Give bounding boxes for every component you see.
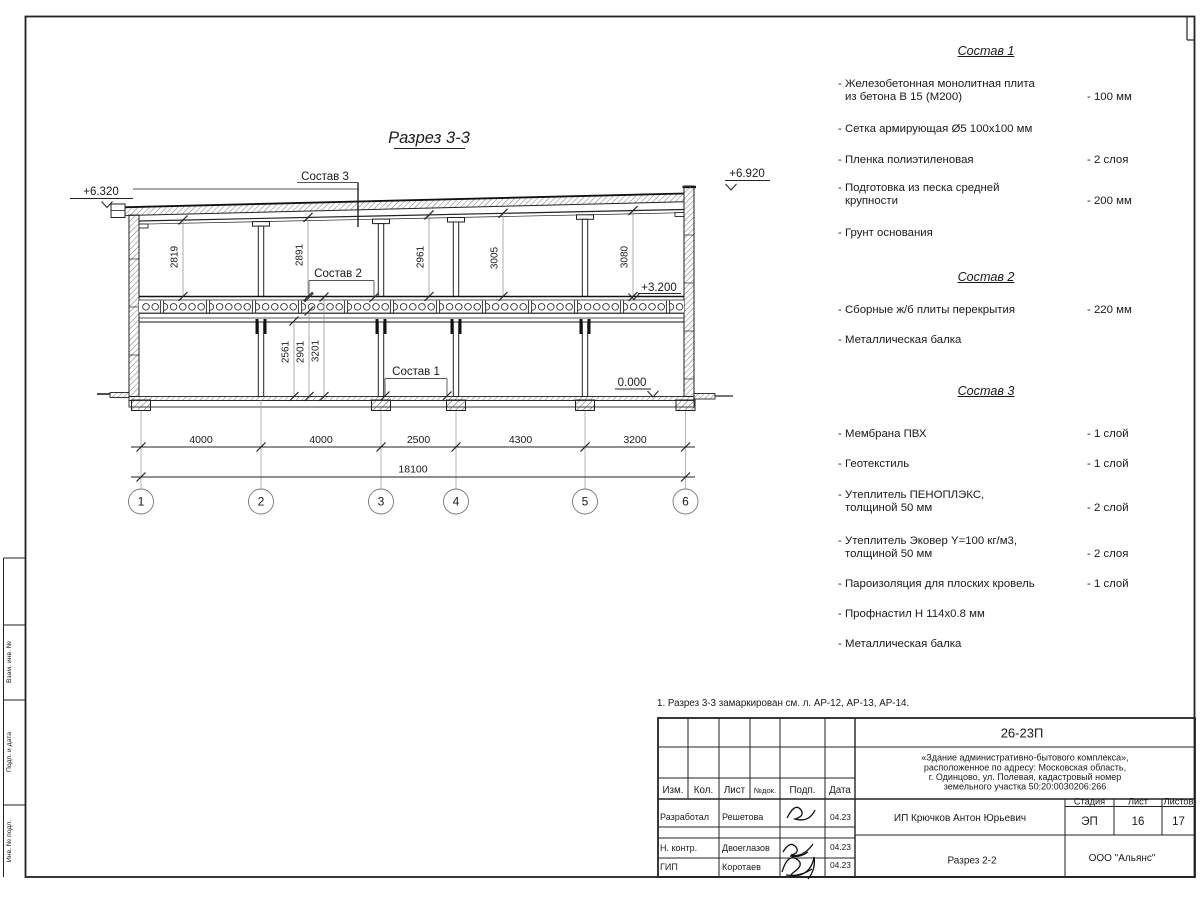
signature-mark	[787, 807, 815, 820]
svg-text:Двоеглазов: Двоеглазов	[722, 843, 770, 853]
svg-text:04.23: 04.23	[830, 842, 851, 852]
tb-doc-number: 26-23П	[1000, 725, 1044, 741]
elevation-roof-right	[725, 168, 770, 190]
spec-heading: Состав 3	[957, 384, 1015, 398]
dim-span: 4300	[508, 434, 533, 446]
titleblock	[658, 718, 1195, 879]
dim-span: 2500	[406, 434, 431, 446]
tb-stage-values	[1081, 816, 1185, 828]
svg-text:г. Одинцово, ул. Полевая, када: г. Одинцово, ул. Полевая, кадастровый номер	[928, 772, 1122, 782]
side-stamp-label: Подп. и дата	[6, 731, 13, 773]
spec-item: - Пленка полиэтиленовая - 2 слоя	[838, 154, 1129, 166]
signatures	[782, 807, 815, 879]
axis-number: 1	[137, 494, 145, 509]
tb-client: ИП Крючков Антон Юрьевич	[893, 813, 1027, 824]
drawing-title: Разрез 3-3	[388, 129, 470, 147]
svg-text:Состав 2: Состав 2	[314, 268, 362, 280]
tb-stage-labels	[1074, 797, 1194, 807]
signature-mark	[783, 844, 813, 857]
svg-text:земельного участка 50:20:00302: земельного участка 50:20:0030206:266	[943, 781, 1107, 792]
tb-org: ООО "Альянс"	[1088, 853, 1156, 864]
svg-text:Разработал: Разработал	[660, 812, 709, 822]
dim-total: 18100	[398, 463, 428, 476]
axis-number: 6	[682, 494, 689, 509]
svg-text:ЭП: ЭП	[1081, 816, 1098, 828]
spec-item: - Грунт основания	[838, 227, 933, 239]
right-wall	[684, 186, 694, 397]
svg-text:Н. контр.: Н. контр.	[660, 843, 698, 853]
dim-floor1: 2901	[295, 340, 307, 364]
spec-heading: Состав 1	[957, 44, 1015, 58]
elevation-ground	[615, 377, 659, 397]
svg-text:+6.320: +6.320	[83, 186, 119, 198]
spec-item: - Пароизоляция для плоских кровель - 1 слой	[838, 578, 1129, 590]
composition-specs	[836, 0, 1136, 690]
spec-item: - Железобетонная монолитная плита из бетона В 15 (М200) - 100 мм	[838, 78, 1132, 103]
svg-text:Изм.: Изм.	[662, 785, 684, 796]
bottom-dimensions	[129, 206, 699, 514]
dim-span: 4000	[189, 434, 213, 446]
dim-span: 4000	[309, 434, 333, 446]
svg-text:16: 16	[1131, 816, 1145, 828]
svg-text:Стадия: Стадия	[1073, 796, 1106, 807]
spec-item: - Геотекстиль - 1 слой	[838, 458, 1129, 470]
tb-object	[921, 753, 1128, 792]
dim-floor2: 3080	[619, 245, 631, 269]
axis-number: 3	[377, 494, 385, 509]
svg-text:расположенное по адресу: Моско: расположенное по адресу: Московская область,	[923, 762, 1127, 773]
spec-item: - Подготовка из песка средней крупности - 200 мм	[838, 182, 1132, 207]
axis-bubbles	[129, 489, 699, 514]
dim-floor2: 2961	[415, 245, 427, 269]
tb-header-cols	[663, 785, 852, 796]
svg-text:Состав 3: Состав 3	[301, 171, 349, 183]
tb-sheet-title: Разрез 2-2	[947, 855, 997, 867]
svg-text:+6.920: +6.920	[729, 168, 765, 180]
dim-floor2: 3005	[489, 246, 501, 270]
svg-text:«Здание административно-бытово: «Здание административно-бытового комплекса»,	[921, 752, 1129, 763]
svg-text:Лист: Лист	[1128, 796, 1148, 807]
svg-text:Кол.: Кол.	[693, 785, 714, 796]
axis-number: 5	[581, 494, 589, 509]
axis-number: 2	[257, 494, 265, 509]
dim-floor1: 2561	[280, 340, 292, 364]
svg-text:Лист: Лист	[723, 785, 746, 796]
ground-slab	[97, 393, 733, 408]
spec-item: - Утеплитель ПЕНОПЛЭКС, толщиной 50 мм - 2 слой	[838, 489, 1129, 514]
svg-text:04.23: 04.23	[830, 860, 851, 870]
label-sostav1	[385, 366, 447, 396]
svg-text:0.000: 0.000	[617, 377, 647, 389]
svg-text:+3.200: +3.200	[641, 282, 677, 294]
spec-item: - Металлическая балка	[838, 334, 962, 346]
spec-item: - Сетка армирующая Ø5 100x100 мм	[838, 123, 1033, 135]
svg-text:Решетова: Решетова	[722, 812, 764, 822]
svg-text:Коротаев: Коротаев	[722, 862, 761, 872]
svg-text:Состав 1: Состав 1	[392, 366, 440, 378]
label-sostav2	[309, 268, 374, 298]
dim-floor2: 2819	[169, 245, 181, 269]
spec-item: - Утеплитель Эковер Y=100 кг/м3, толщиной 50 мм - 2 слоя	[838, 535, 1129, 560]
spec-item: - Профнастил Н 114х0.8 мм	[838, 608, 985, 620]
left-wall	[129, 215, 139, 397]
svg-text:17: 17	[1172, 816, 1185, 828]
svg-text:04.23: 04.23	[830, 812, 851, 822]
dim-floor1: 3201	[310, 339, 322, 363]
svg-text:Подп.: Подп.	[789, 785, 816, 796]
dim-floor2: 2891	[294, 243, 306, 267]
tb-signature-rows	[660, 812, 851, 872]
spec-heading: Состав 2	[957, 270, 1015, 284]
svg-text:Листов: Листов	[1163, 796, 1194, 807]
sheet-note: 1. Разрез 3-3 замаркирован см. л. АР-12, АР-13, АР-14.	[657, 698, 910, 709]
side-stamp-label: Взам. инв. №	[6, 640, 13, 684]
floor-slab	[139, 297, 684, 323]
side-stamp-label: Инв. № подл.	[6, 819, 13, 863]
drawing-title-group	[388, 129, 471, 149]
signature-mark	[782, 857, 814, 879]
spec-item: - Металлическая балка	[838, 638, 962, 650]
dim-span: 3200	[623, 434, 647, 446]
spec-item: - Мембрана ПВХ - 1 слой	[838, 428, 1129, 440]
svg-text:Дата: Дата	[829, 785, 851, 796]
side-stamp-labels	[6, 641, 13, 862]
axis-number: 4	[452, 494, 460, 509]
spec-item: - Сборные ж/б плиты перекрытия - 220 мм	[838, 304, 1132, 316]
svg-text:№док.: №док.	[753, 786, 777, 795]
svg-text:ГИП: ГИП	[660, 862, 678, 872]
